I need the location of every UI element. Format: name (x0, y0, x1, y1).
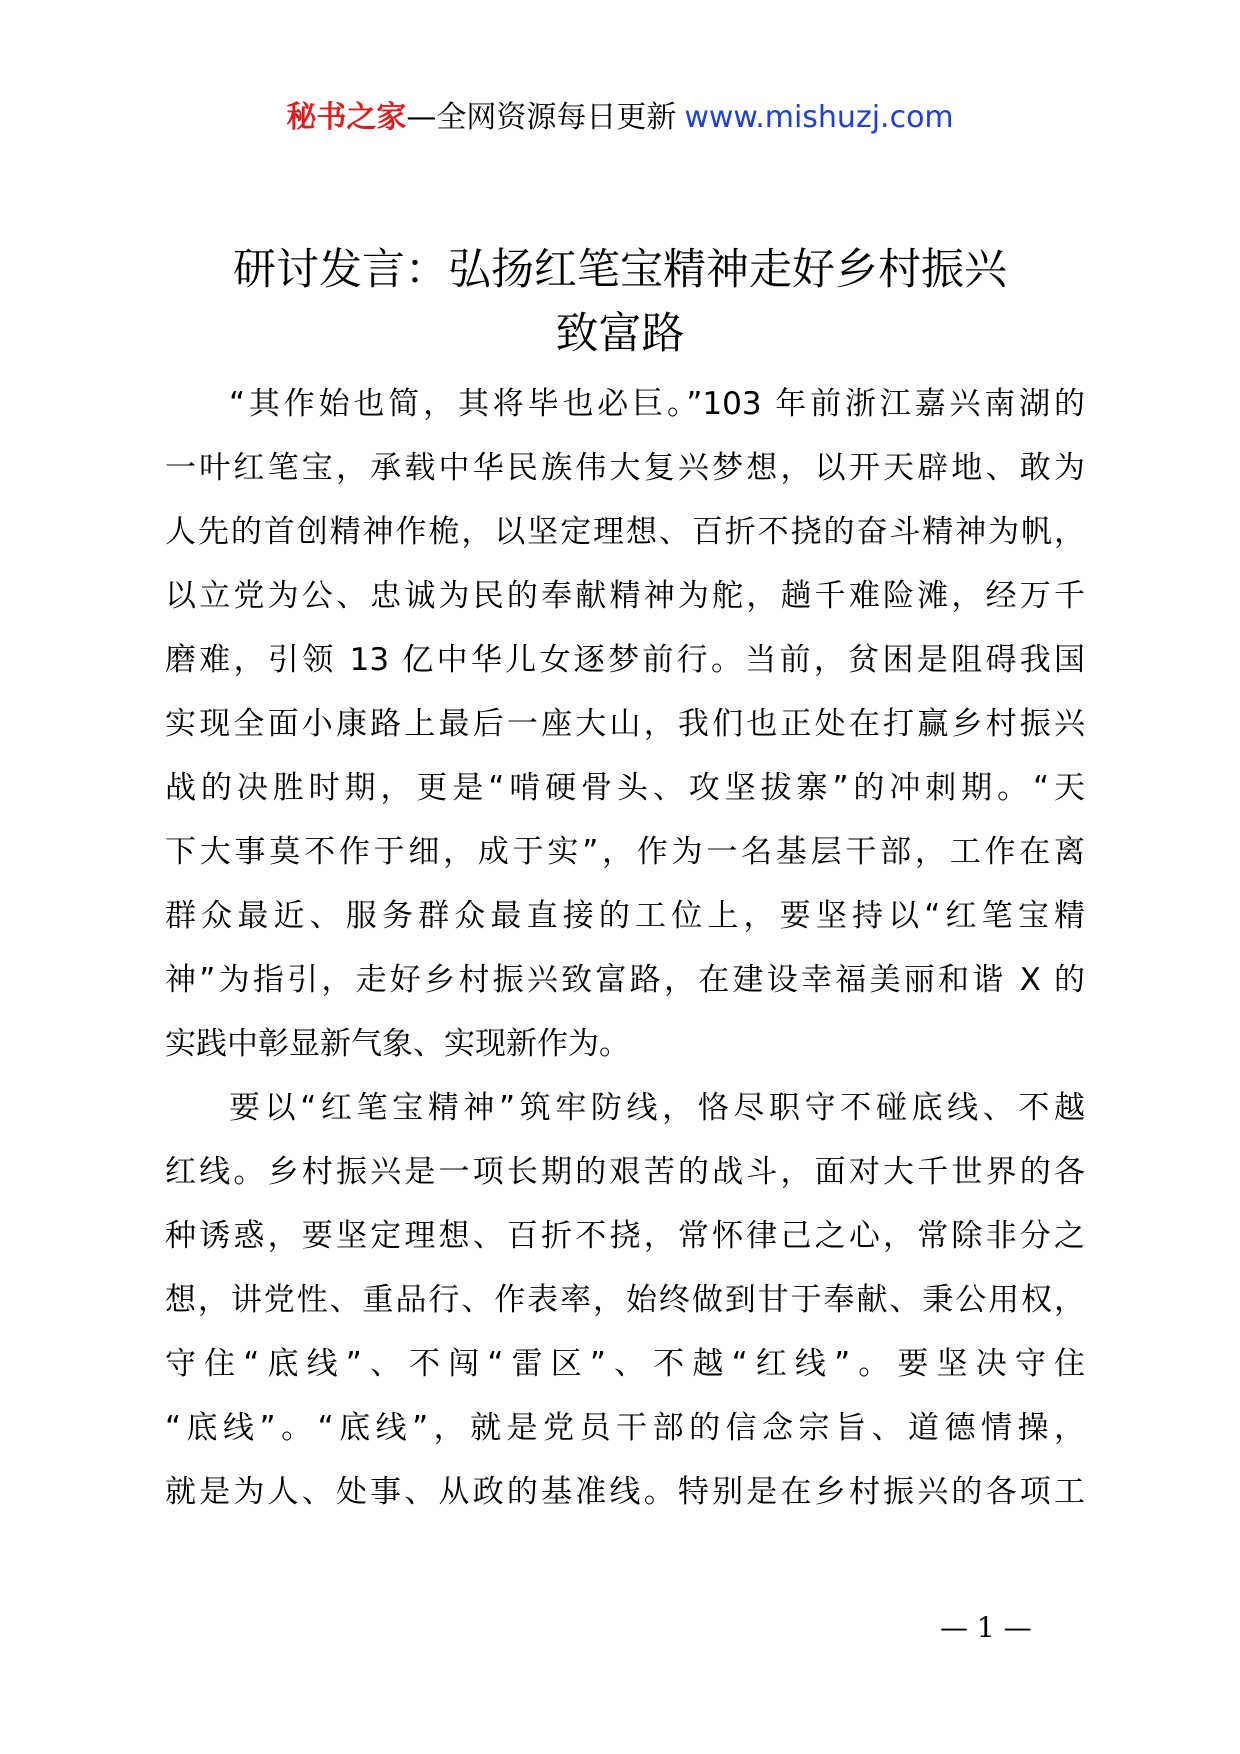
site-slogan: —全网资源每日更新 (406, 100, 677, 135)
document-title-line-1: 研讨发言：弘扬红笔宝精神走好乡村振兴 (233, 245, 1007, 295)
text-line: 以立党为公、忠诚为民的奉献精神为舵，趟千难险滩，经万千 (165, 578, 1085, 614)
document-title-line-2: 致富路 (555, 309, 685, 359)
site-brand: 秘书之家 (286, 100, 407, 135)
paragraph-1 (165, 372, 1085, 1076)
text-line: 想，讲党性、重品行、作表率，始终做到甘于奉献、秉公用权， (165, 1282, 1085, 1318)
text-line: 实现全面小康路上最后一座大山，我们也正处在打赢乡村振兴 (165, 706, 1085, 742)
text-line: 要以“红笔宝精神”筑牢防线，恪尽职守不碰底线、不越 (229, 1090, 1085, 1126)
text-line: “底线”。“底线”，就是党员干部的信念宗旨、道德情操， (165, 1410, 1085, 1446)
text-line: 种诱惑，要坚定理想、百折不挠，常怀律己之心，常除非分之 (165, 1218, 1085, 1254)
text-line: 人先的首创精神作桅，以坚定理想、百折不挠的奋斗精神为帆， (165, 514, 1085, 550)
text-line: 实践中彰显新气象、实现新作为。 (165, 1026, 630, 1062)
text-line: 神”为指引，走好乡村振兴致富路，在建设幸福美丽和谐 X 的 (165, 962, 1085, 998)
paragraph-2 (165, 1076, 1085, 1524)
text-line: 红线。乡村振兴是一项长期的艰苦的战斗，面对大千世界的各 (165, 1154, 1085, 1190)
site-header (0, 98, 1240, 138)
text-line: 守住“底线”、不闯“雷区”、不越“红线”。要坚决守住 (165, 1346, 1085, 1382)
text-line: 磨难，引领 13 亿中华儿女逐梦前行。当前，贫困是阻碍我国 (165, 642, 1085, 678)
text-line: 战的决胜时期，更是“啃硬骨头、攻坚拔寨”的冲刺期。“天 (165, 770, 1085, 806)
text-line: “其作始也简，其将毕也必巨。”103 年前浙江嘉兴南湖的 (229, 386, 1085, 422)
text-line: 下大事莫不作于细，成于实”，作为一名基层干部，工作在离 (165, 834, 1085, 870)
document-title (150, 238, 1090, 366)
text-line: 群众最近、服务群众最直接的工位上，要坚持以“红笔宝精 (165, 898, 1085, 934)
text-line: 就是为人、处事、从政的基准线。特别是在乡村振兴的各项工 (165, 1474, 1085, 1510)
page-number: — 1 — (940, 1611, 1032, 1644)
text-line: 一叶红笔宝，承载中华民族伟大复兴梦想，以开天辟地、敢为 (165, 450, 1085, 486)
site-url-link[interactable]: www.mishuzj.com (684, 100, 954, 135)
document-body (165, 372, 1085, 1524)
